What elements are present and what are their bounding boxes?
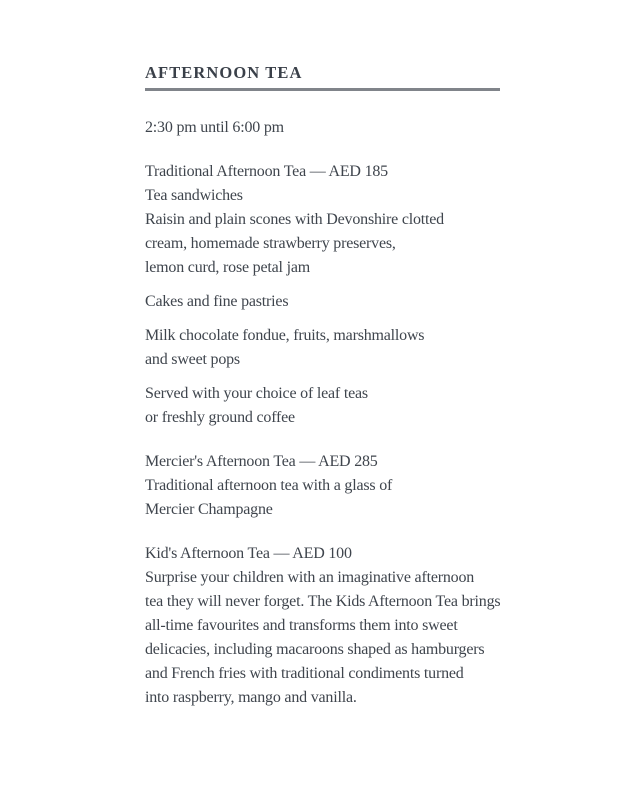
menu-line: Milk chocolate fondue, fruits, marshmallows <box>145 327 425 344</box>
menu-paragraph <box>145 160 525 280</box>
item-heading: Traditional Afternoon Tea — AED 185 <box>145 163 388 180</box>
menu-paragraph <box>145 450 525 522</box>
menu-sections <box>145 160 525 710</box>
menu-section <box>145 450 525 522</box>
menu-line: Raisin and plain scones with Devonshire clotted <box>145 211 444 228</box>
page-title: AFTERNOON TEA <box>145 63 303 82</box>
item-heading: Kid's Afternoon Tea — AED 100 <box>145 545 352 562</box>
menu-paragraph <box>145 324 525 372</box>
service-hours: 2:30 pm until 6:00 pm <box>145 119 284 136</box>
menu-line: or freshly ground coffee <box>145 409 295 426</box>
menu-line: all-time favourites and transforms them into sweet <box>145 617 458 634</box>
menu-paragraph <box>145 382 525 430</box>
menu-section <box>145 542 525 710</box>
menu-line: Surprise your children with an imaginative afternoon <box>145 569 475 586</box>
menu-line: Tea sandwiches <box>145 187 243 204</box>
menu-line: and sweet pops <box>145 351 240 368</box>
menu-line: Served with your choice of leaf teas <box>145 385 368 402</box>
menu-line: and French fries with traditional condiments turned <box>145 665 464 682</box>
item-heading: Mercier's Afternoon Tea — AED 285 <box>145 453 378 470</box>
menu-line: into raspberry, mango and vanilla. <box>145 689 357 706</box>
menu-paragraph <box>145 290 525 314</box>
menu-paragraph <box>145 542 525 710</box>
menu-line: Cakes and fine pastries <box>145 293 289 310</box>
menu-line: cream, homemade strawberry preserves, <box>145 235 396 252</box>
menu-line: lemon curd, rose petal jam <box>145 259 310 276</box>
menu-content <box>145 63 525 710</box>
menu-section <box>145 160 525 430</box>
menu-line: delicacies, including macaroons shaped as hamburgers <box>145 641 485 658</box>
menu-line: Traditional afternoon tea with a glass of <box>145 477 393 494</box>
menu-line: tea they will never forget. The Kids Afternoon Tea brings <box>145 593 501 610</box>
title-rule <box>145 88 500 91</box>
menu-line: Mercier Champagne <box>145 501 273 518</box>
